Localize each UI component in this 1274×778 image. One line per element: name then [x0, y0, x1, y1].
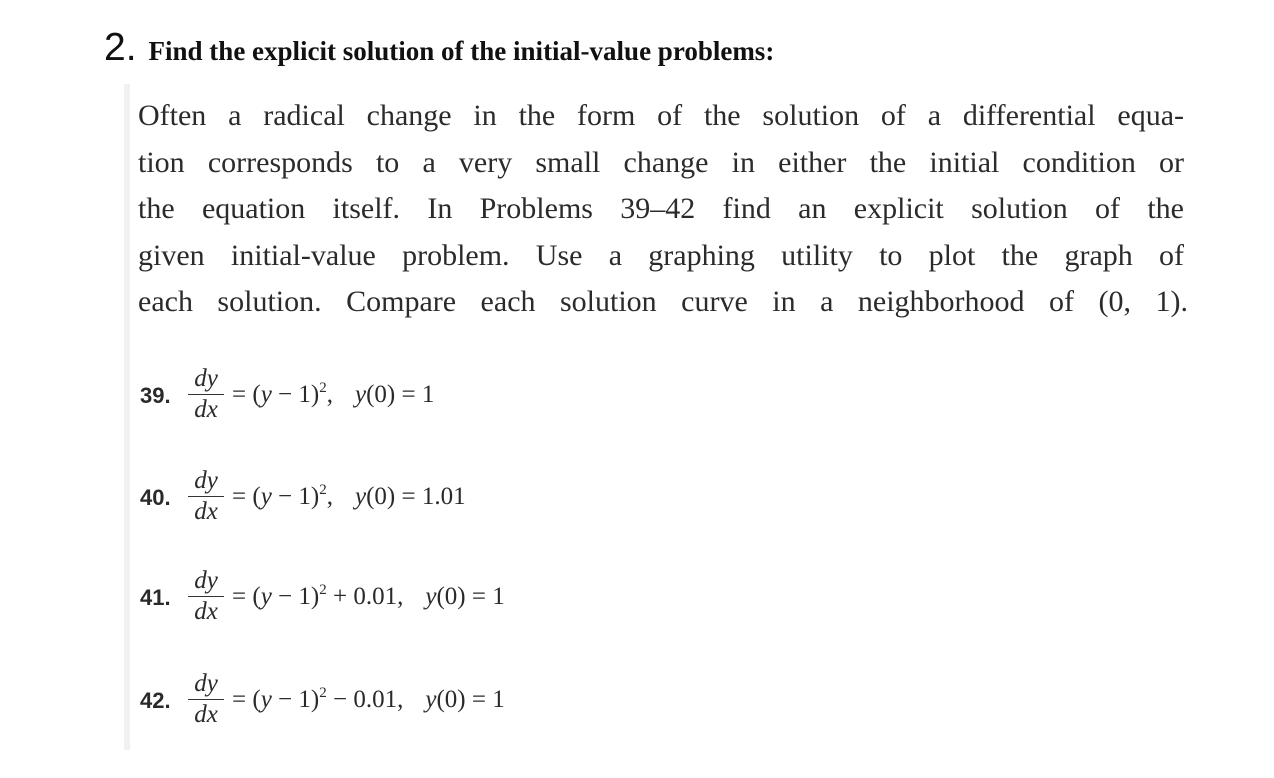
initial-condition: y(0) = 1: [354, 381, 435, 408]
problem-41: [140, 556, 505, 636]
derivative-fraction: [188, 669, 224, 730]
problem-42: [140, 659, 505, 739]
problem-number: 42.: [140, 688, 171, 713]
question-title: Find the explicit solution of the initial-value problems:: [148, 36, 775, 66]
equation-rhs: = $(y - 1)^2$,: [232, 482, 333, 510]
paragraph-line: given initial-value problem. Use a graphing utility to plot the graph of: [138, 238, 1184, 272]
initial-condition: y(0) = 1: [425, 583, 505, 610]
problem-39: [140, 354, 434, 434]
paragraph-line: the equation itself. In Problems 39–42 find an explicit solution of the: [138, 192, 1184, 225]
question-heading: [104, 26, 774, 70]
problem-number: 39.: [140, 383, 171, 408]
paragraph-line: Often a radical change in the form of the solution of a differential equa-: [138, 99, 1184, 132]
initial-condition: y(0) = 1.01: [354, 483, 466, 510]
derivative-fraction: [188, 364, 224, 425]
equation-rhs: = $(y - 1)^2$,: [232, 380, 333, 408]
fraction-denominator: dx: [194, 597, 218, 625]
fraction-numerator: dy: [194, 669, 218, 697]
problem-number: 41.: [140, 585, 171, 610]
fraction-denominator: dx: [194, 497, 218, 525]
fraction-denominator: dx: [194, 700, 218, 728]
instructions-paragraph: [138, 93, 1198, 326]
fraction-numerator: dy: [194, 364, 218, 392]
fraction-numerator: dy: [194, 566, 218, 594]
problem-40: [140, 456, 466, 536]
problem-number: 40.: [140, 485, 171, 510]
equation-rhs: = $(y - 1)^2 - 0.01$,: [232, 685, 404, 713]
fraction-numerator: dy: [194, 466, 218, 494]
equation-rhs: = $(y - 1)^2 + 0.01$,: [232, 582, 404, 610]
paragraph-line: tion corresponds to a very small change in either the initial condition or: [138, 145, 1184, 179]
derivative-fraction: [188, 566, 224, 627]
fraction-denominator: dx: [194, 395, 218, 423]
paragraph-line: each solution. Compare each solution curve in a neighborhood of (0, 1).: [138, 285, 1188, 318]
question-number: 2.: [104, 26, 137, 69]
initial-condition: y(0) = 1: [425, 686, 505, 713]
derivative-fraction: [188, 466, 224, 527]
